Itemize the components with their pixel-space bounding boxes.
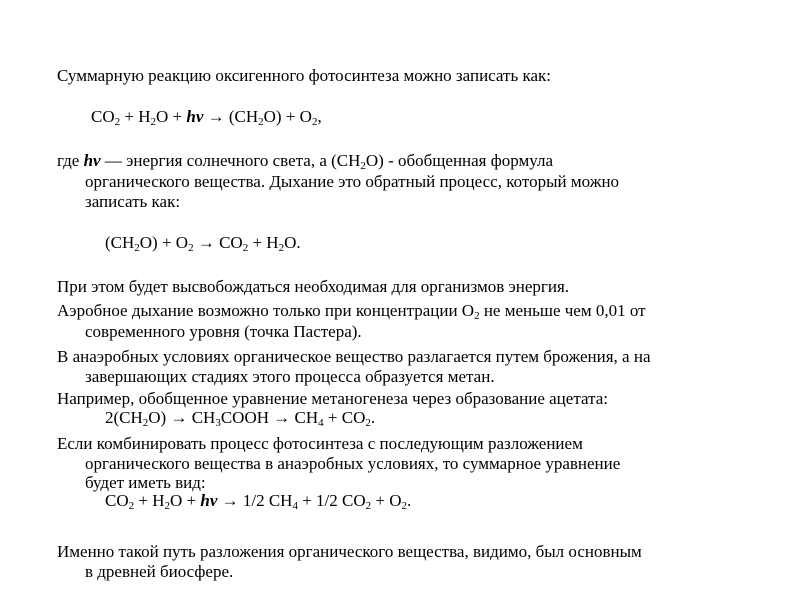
combined-line-3: будет иметь вид: <box>85 473 206 492</box>
conclusion-line-2: в древней биосфере. <box>85 562 234 581</box>
combined-line-2: органического вещества в анаэробных условиях, то суммарное уравнение <box>85 454 621 473</box>
hv-definition-line-3: записать как: <box>85 192 181 211</box>
energy-release-line: При этом будет высвобождаться необходимая для организмов энергия. <box>57 277 570 296</box>
hv-definition-line-2: органического вещества. Дыхание это обратный процесс, который можно <box>85 172 620 191</box>
equation-combined: $CO_2 + H_2O$ + hv → 1/2 $CH_4 + 1/2$ $CO_2 + O_2$. <box>105 491 412 512</box>
anaerobic-line-2: завершающих стадиях этого процесса образуется метан. <box>85 367 495 386</box>
anaerobic-line-1: В анаэробных условиях органическое вещество разлагается путем брожения, а на <box>57 347 651 366</box>
hv-definition-line-1: где hv — энергия солнечного света, а $(CH_2O)$ - обобщенная формула <box>57 151 554 172</box>
methanogenesis-line-1: Например, обобщенное уравнение метаногенеза через образование ацетата: <box>57 389 608 408</box>
conclusion-line-1: Именно такой путь разложения органического вещества, видимо, был основным <box>57 542 642 561</box>
intro-line: Суммарную реакцию оксигенного фотосинтеза можно записать как: <box>57 66 551 85</box>
equation-respiration: $(CH_2O) + O_2 \to CO_2 + H_2O$. <box>105 233 301 254</box>
aerobic-line-2: современного уровня (точка Пастера). <box>85 322 362 341</box>
combined-line-1: Если комбинировать процесс фотосинтеза с последующим разложением <box>57 434 583 453</box>
equation-photosynthesis: $CO_2 + H_2O$ + hv → $(CH_2O) + O_2$, <box>91 107 322 128</box>
equation-methanogenesis: $2(CH_2O)$ → $CH_3COOH \to CH_4 + CO_2$. <box>105 408 376 429</box>
aerobic-line-1: Аэробное дыхание возможно только при концентрации $O_2$ не меньше чем 0,01 от <box>57 301 646 322</box>
